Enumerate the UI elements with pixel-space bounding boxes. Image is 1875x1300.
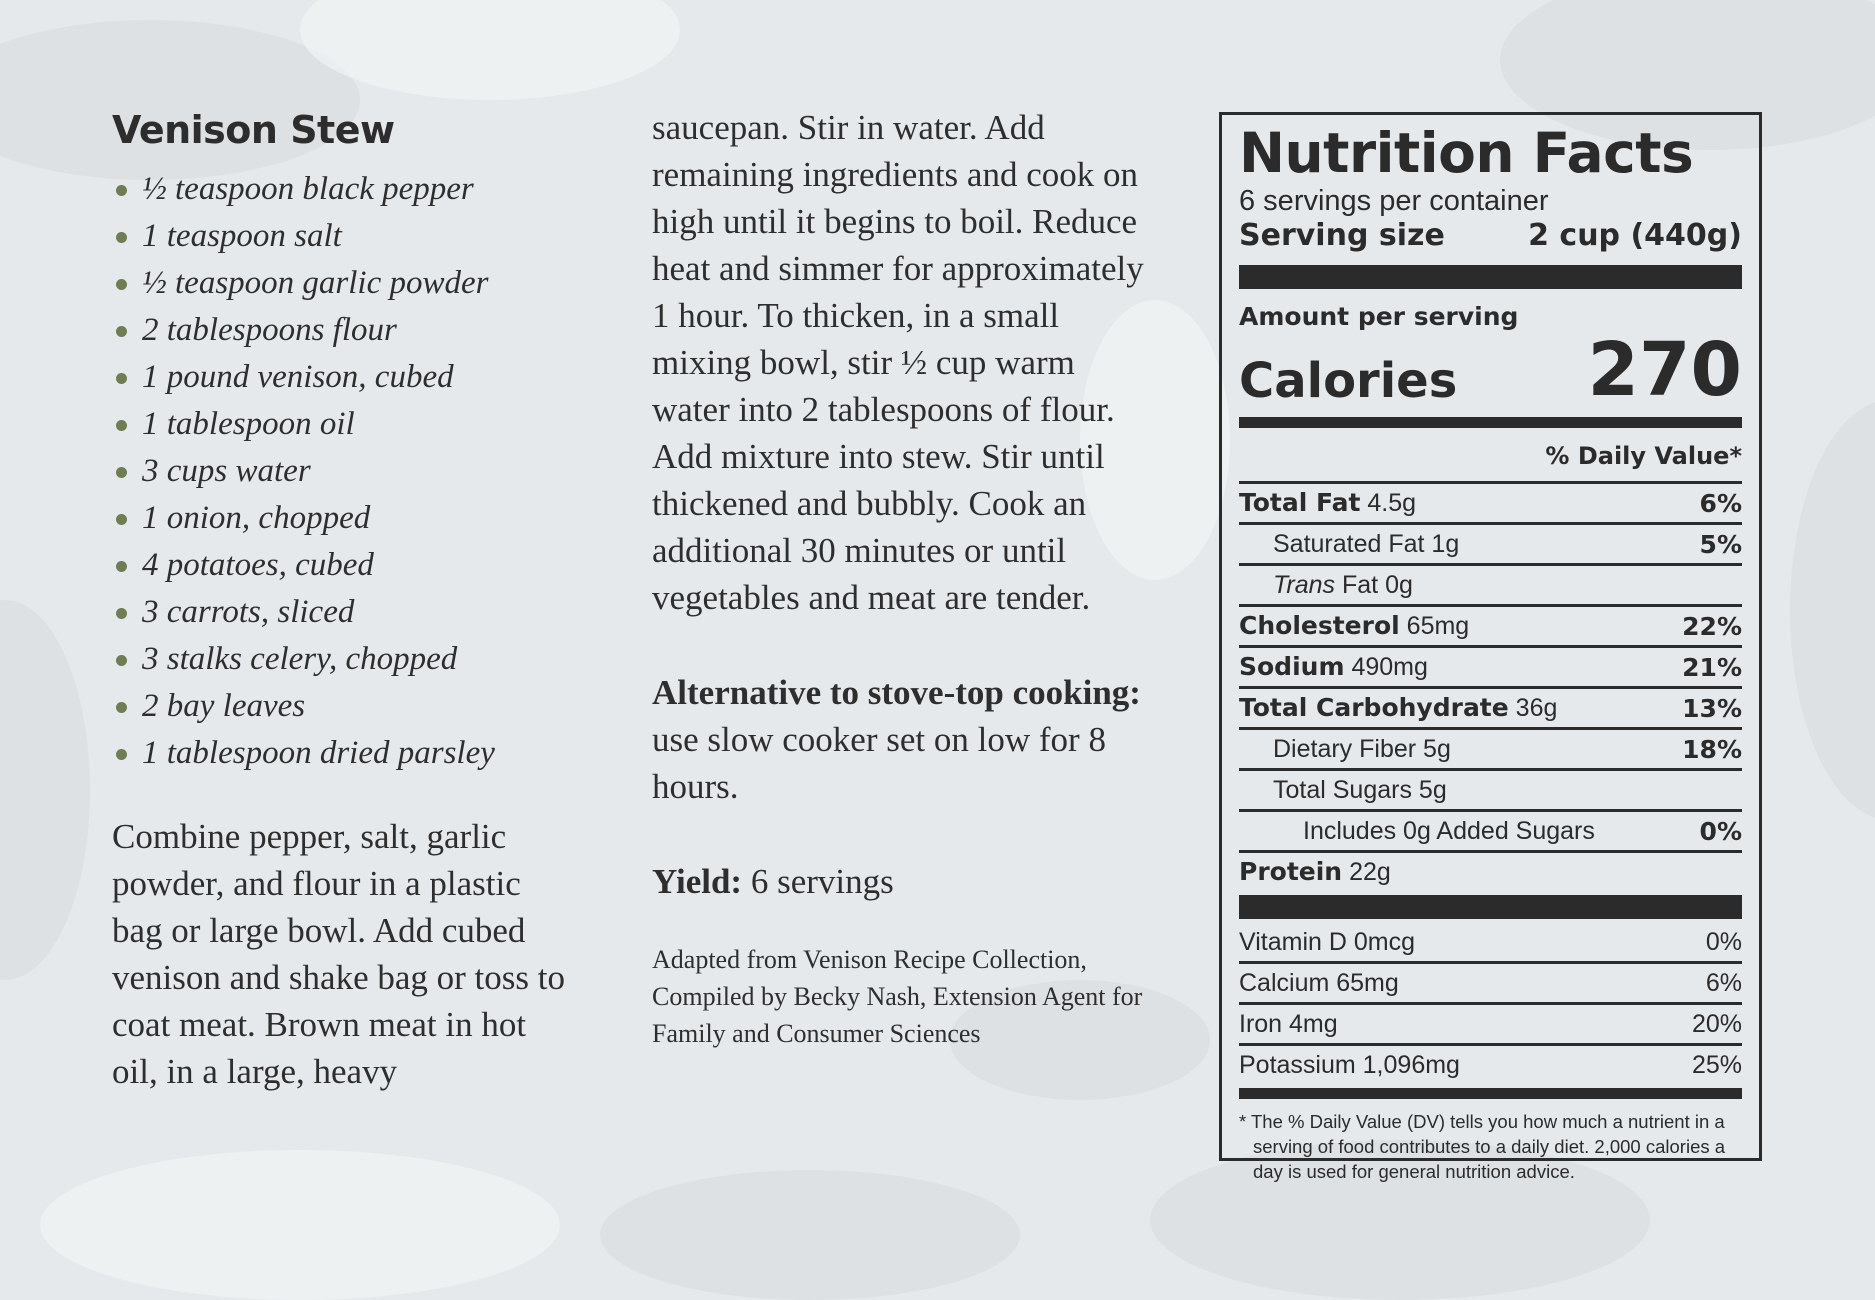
instructions-part-1: Combine pepper, salt, garlic powder, and flour in a plastic bag or large bowl. Add cubed venison and shake bag or toss to coat meat. Brown meat in hot oil, in a large, heavy [112,817,565,1091]
recipe-column-left [112,108,572,1095]
nutrient-row-trans-fat: Trans Fat 0g [1239,566,1742,607]
nutrient-row-saturated-fat: Saturated Fat 1g 5% [1239,525,1742,566]
nutrition-facts-label [1219,112,1762,1182]
ingredient-item: ½ teaspoon garlic powder [112,260,572,307]
ingredient-item: 1 tablespoon oil [112,401,572,448]
nutrition-footnote: * The % Daily Value (DV) tells you how much a nutrient in a serving of food contributes to a daily diet. 2,000 calories a day is used for general nutrition advice. [1239,1111,1726,1182]
ingredient-item: 2 tablespoons flour [112,307,572,354]
yield-text: 6 servings [742,862,894,901]
ingredient-item: 2 bay leaves [112,683,572,730]
nutrient-row-protein: Protein 22g [1239,857,1391,886]
calories-row [1239,327,1742,413]
recipe-source: Adapted from Venison Recipe Collection, Compiled by Becky Nash, Extension Agent for Family and Consumer Sciences [652,945,1143,1048]
nutrition-title: Nutrition Facts [1239,121,1694,185]
nutrient-row-added-sugars: Includes 0g Added Sugars 0% [1239,812,1742,853]
instructions-part-2: saucepan. Stir in water. Add remaining ingredients and cook on high until it begins to boil. Reduce heat and simmer for approximately 1 hour. To thicken, in a small mixing bowl, stir ½ cup warm water into 2 tablespoons of flour. Add mixture into stew. Stir until thickened and bubbly. Cook an additional 30 minutes or until vegetables and meat are tender. [652,108,1144,617]
divider-medium [1239,1088,1742,1099]
bullet-icon [116,514,127,525]
ingredient-item: 3 carrots, sliced [112,589,572,636]
nutrient-row-total-carbohydrate: Total Carbohydrate 36g 13% [1239,689,1742,730]
daily-value-header: % Daily Value* [1239,428,1742,484]
bullet-icon [116,655,127,666]
calories-label: Calories [1239,353,1458,409]
bullet-icon [116,279,127,290]
serving-size-label: Serving size [1239,218,1445,253]
alternative-label: Alternative to stove-top cooking: [652,673,1141,712]
nutrient-row-cholesterol: Cholesterol 65mg 22% [1239,607,1742,648]
divider-thick [1239,895,1742,919]
bullet-icon [116,608,127,619]
bullet-icon [116,749,127,760]
ingredient-item: 1 onion, chopped [112,495,572,542]
recipe-title: Venison Stew [112,108,395,152]
ingredient-item: 1 teaspoon salt [112,213,572,260]
bullet-icon [116,326,127,337]
bullet-icon [116,373,127,384]
bullet-icon [116,185,127,196]
divider-medium [1239,417,1742,428]
amount-per-serving: Amount per serving [1239,302,1519,331]
calories-value: 270 [1587,327,1742,413]
alternative-text: use slow cooker set on low for 8 hours. [652,720,1106,806]
ingredient-list [112,166,572,777]
ingredient-item: 3 stalks celery, chopped [112,636,572,683]
yield [652,858,1152,905]
vitamin-row-vitamin-d: Vitamin D 0mcg 0% [1239,923,1742,964]
ingredient-item: 1 pound venison, cubed [112,354,572,401]
ingredient-item: ½ teaspoon black pepper [112,166,572,213]
vitamin-row-iron: Iron 4mg 20% [1239,1005,1742,1046]
nutrient-row-total-sugars: Total Sugars 5g [1239,771,1742,812]
vitamin-row-potassium: Potassium 1,096mg 25% [1239,1050,1742,1079]
ingredient-item: 4 potatoes, cubed [112,542,572,589]
vitamin-row-calcium: Calcium 65mg 6% [1239,964,1742,1005]
nutrient-row-sodium: Sodium 490mg 21% [1239,648,1742,689]
serving-size [1239,217,1742,255]
alternative-method [652,669,1152,810]
divider-thick [1239,265,1742,289]
bullet-icon [116,467,127,478]
serving-size-value: 2 cup (440g) [1528,218,1742,253]
recipe-column-middle [652,104,1152,1052]
servings-per-container: 6 servings per container [1239,185,1549,217]
bullet-icon [116,420,127,431]
bullet-icon [116,561,127,572]
nutrient-row-dietary-fiber: Dietary Fiber 5g 18% [1239,730,1742,771]
ingredient-item: 3 cups water [112,448,572,495]
bullet-icon [116,232,127,243]
bullet-icon [116,702,127,713]
nutrient-row-total-fat: Total Fat 4.5g 6% [1239,484,1742,525]
yield-label: Yield: [652,862,743,901]
ingredient-item: 1 tablespoon dried parsley [112,730,572,777]
